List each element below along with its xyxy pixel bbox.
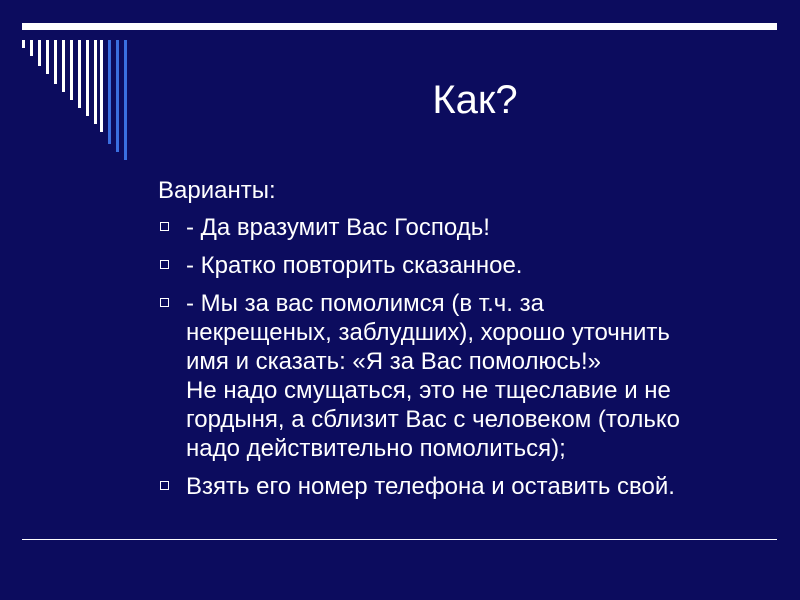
decorative-stripe [78, 40, 81, 108]
slide-body [158, 176, 758, 510]
decorative-stripe [54, 40, 57, 84]
list-item-line: - Кратко повторить сказанное. [186, 252, 523, 279]
decorative-stripe [70, 40, 73, 100]
intro-text: Варианты: [158, 177, 276, 204]
list-item [158, 213, 758, 242]
list-item-line: некрещеных, заблудших), хорошо уточнить [186, 319, 670, 346]
list-item-line: - Да вразумит Вас Господь! [186, 214, 490, 241]
decorative-stripe [30, 40, 33, 56]
list-item-line: гордыня, а сблизит Вас с человеком (только [186, 406, 681, 433]
bottom-rule [22, 539, 777, 540]
list-item [158, 289, 758, 463]
list-item [158, 251, 758, 280]
list-item [158, 472, 758, 501]
list-item-line: Не надо смущаться, это не тщеславие и не [186, 377, 671, 404]
list-item-line: надо действительно помолиться); [186, 435, 566, 462]
list-item-line: Взять его номер телефона и оставить свой. [186, 473, 675, 500]
list-item-line: - Мы за вас помолимся (в т.ч. за [186, 290, 544, 317]
bullet-list [158, 213, 758, 501]
decorative-stripe [100, 40, 103, 132]
decorative-stripe [22, 40, 25, 48]
decorative-stripe [108, 40, 111, 144]
top-rule [22, 23, 777, 30]
decorative-stripe [86, 40, 89, 116]
decorative-stripe [62, 40, 65, 92]
decorative-stripe [38, 40, 41, 66]
list-item-line: имя и сказать: «Я за Вас помолюсь!» [186, 348, 601, 375]
hollow-square-bullet-icon [160, 260, 169, 269]
hollow-square-bullet-icon [160, 298, 169, 307]
decorative-stripe [94, 40, 97, 124]
hollow-square-bullet-icon [160, 222, 169, 231]
decorative-stripe [46, 40, 49, 74]
decorative-stripe [124, 40, 127, 160]
hollow-square-bullet-icon [160, 481, 169, 490]
decorative-stripe [116, 40, 119, 152]
slide-title: Как? [432, 78, 518, 122]
